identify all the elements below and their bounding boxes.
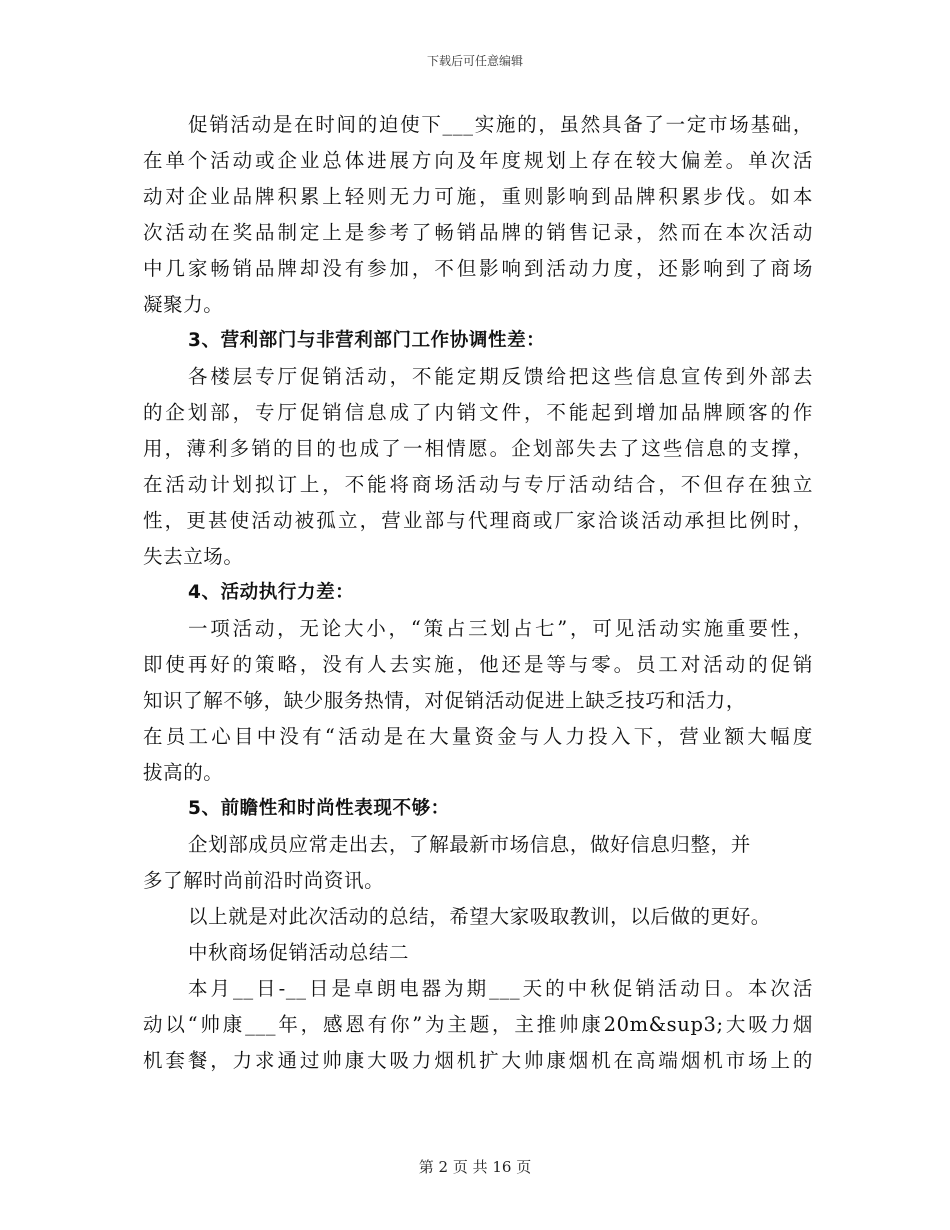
paragraph-line: 一项活动，无论大小，“策占三划占七”，可见活动实施重要性， [188,617,813,640]
paragraph-line: 以上就是对此次活动的总结，希望大家吸取教训，以后做的更好。 [188,905,771,928]
paragraph-line: 失去立场。 [143,545,244,568]
section-heading: 5、前瞻性和时尚性表现不够： [188,798,450,819]
paragraph-line: 在单个活动或企业总体进展方向及年度规划上存在较大偏差。单次活 [143,149,813,172]
paragraph-line: 在员工心目中没有“活动是在大量资金与人力投入下，营业额大幅度 [143,725,813,748]
paragraph-line: 中几家畅销品牌却没有参加，不但影响到活动力度，还影响到了商场 [143,257,813,280]
paragraph-line: 企划部成员应常走出去，了解最新市场信息，做好信息归整，并 [188,833,751,856]
paragraph-line: 各楼层专厅促销活动，不能定期反馈给把这些信息宣传到外部去 [188,365,813,388]
section-heading: 3、营利部门与非营利部门工作协调性差： [188,330,546,351]
paragraph-line: 本月__日-__日是卓朗电器为期___天的中秋促销活动日。本次活 [188,977,813,1000]
page-header: 下载后可任意编辑 [426,54,523,68]
paragraph-line: 的企划部，专厅促销信息成了内销文件，不能起到增加品牌顾客的作 [143,401,813,424]
paragraph-line: 知识了解不够，缺少服务热情，对促销活动促进上缺乏技巧和活力， [143,689,747,712]
paragraph-line: 在活动计划拟订上，不能将商场活动与专厅活动结合，不但存在独立 [143,473,813,496]
paragraph-line: 次活动在奖品制定上是参考了畅销品牌的销售记录，然而在本次活动 [143,221,813,244]
paragraph-line: 机套餐，力求通过帅康大吸力烟机扩大帅康烟机在高端烟机市场上的 [143,1049,813,1072]
paragraph-line: 多了解时尚前沿时尚资讯。 [143,869,385,892]
paragraph-line: 性，更甚使活动被孤立，营业部与代理商或厂家洽谈活动承担比例时， [143,509,813,532]
paragraph-line: 用，薄利多销的目的也成了一相情愿。企划部失去了这些信息的支撑， [143,437,813,460]
paragraph-line: 即使再好的策略，没有人去实施，他还是等与零。员工对活动的促销 [143,653,813,676]
page-number-footer: 第 2 页 共 16 页 [418,1158,532,1176]
paragraph-line: 凝聚力。 [143,293,224,316]
paragraph-line: 动以“帅康___年，感恩有你”为主题，主推帅康20m&sup3;大吸力烟 [143,1013,813,1036]
paragraph-line: 促销活动是在时间的迫使下___实施的，虽然具备了一定市场基础， [188,113,813,136]
paragraph-line: 拔高的。 [143,761,224,784]
paragraph-line: 动对企业品牌积累上轻则无力可施，重则影响到品牌积累步伐。如本 [143,185,813,208]
section-heading: 4、活动执行力差： [188,582,355,603]
section-title: 中秋商场促销活动总结二 [188,941,410,964]
